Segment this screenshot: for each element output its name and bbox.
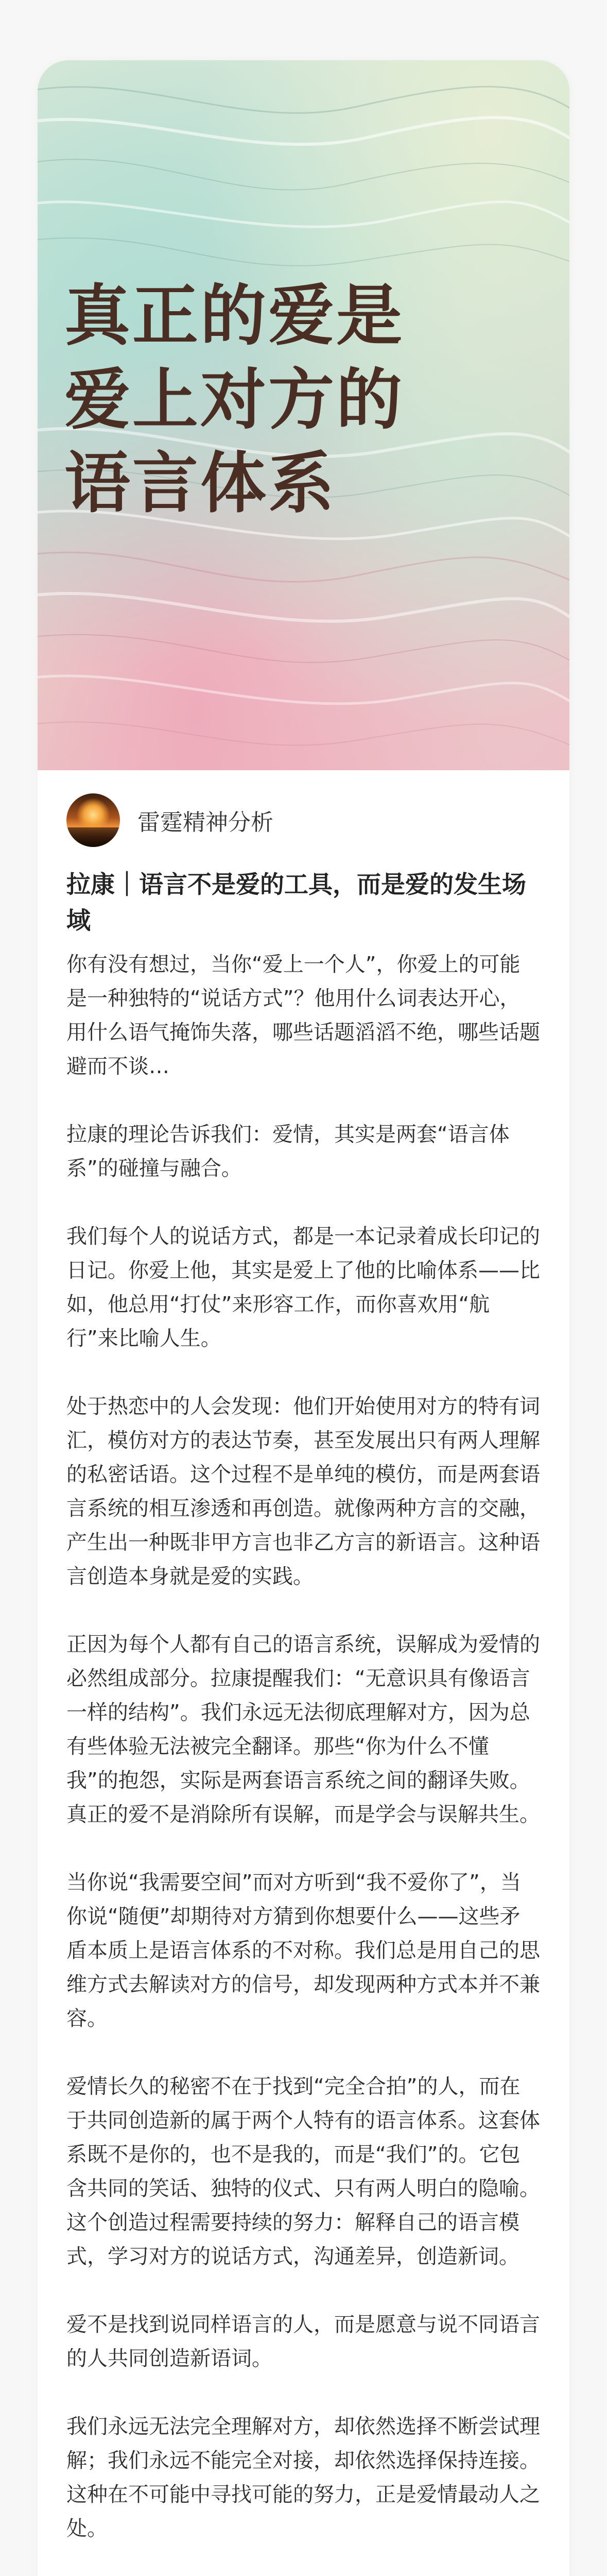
note-body xyxy=(66,947,540,2576)
note-title: 拉康｜语言不是爱的工具，而是爱的发生场域 xyxy=(66,871,526,935)
note-paragraph-6: 当你说“我需要空间”而对方听到“我不爱你了”，当你说“随便”却期待对方猜到你想要什么——这些矛盾本质上是语言体系的不对称。我们总是用自己的思维方式去解读对方的信号，却发现两种方式本并不兼容。 xyxy=(66,1871,540,2030)
cover-title-line-2: 爱上对方的 xyxy=(64,361,405,438)
note-paragraph-3: 我们每个人的说话方式，都是一本记录着成长印记的日记。你爱上他，其实是爱上了他的比喻体系——比如，他总用“打仗”来形容工作，而你喜欢用“航行”来比喻人生。 xyxy=(66,1225,540,1350)
avatar[interactable] xyxy=(66,793,120,847)
cover-title xyxy=(64,274,404,526)
note-paragraph-1: 你有没有想过，当你“爱上一个人”，你爱上的可能是一种独特的“说话方式”？他用什么词表达开心，用什么语气掩饰失落，哪些话题滔滔不绝，哪些话题避而不谈… xyxy=(66,953,540,1078)
cover-title-line-1: 真正的爱是 xyxy=(64,277,405,354)
cover-image[interactable] xyxy=(38,60,569,770)
note-card xyxy=(38,60,569,2576)
author-name[interactable]: 雷霆精神分析 xyxy=(137,809,273,836)
author-row[interactable] xyxy=(66,792,273,849)
note-paragraph-5: 正因为每个人都有自己的语言系统，误解成为爱情的必然组成部分。拉康提醒我们：“无意识具有像语言一样的结构”。我们永远无法彻底理解对方，因为总有些体验无法被完全翻译。那些“你为什么不懂我”的抱怨，实际是两套语言系统之间的翻译失败。真正的爱不是消除所有误解，而是学会与误解共生。 xyxy=(66,1633,540,1826)
note-paragraph-8: 爱不是找到说同样语言的人，而是愿意与说不同语言的人共同创造新语词。 xyxy=(66,2313,540,2370)
note-paragraph-9: 我们永远无法完全理解对方，却依然选择不断尝试理解；我们永远不能完全对接，却依然选择保持连接。这种在不可能中寻找可能的努力，正是爱情最动人之处。 xyxy=(66,2415,540,2540)
note-paragraph-2: 拉康的理论告诉我们：爱情，其实是两套“语言体系”的碰撞与融合。 xyxy=(66,1123,510,1180)
cover-title-line-3: 语言体系 xyxy=(64,445,337,522)
note-paragraph-4: 处于热恋中的人会发现：他们开始使用对方的特有词汇，模仿对方的表达节奏，甚至发展出只有两人理解的私密话语。这个过程不是单纯的模仿，而是两套语言系统的相互渗透和再创造。就像两种方言的交融，产生出一种既非甲方言也非乙方言的新语言。这种语言创造本身就是爱的实践。 xyxy=(66,1395,540,1588)
note-paragraph-7: 爱情长久的秘密不在于找到“完全合拍”的人，而在于共同创造新的属于两个人特有的语言体系。这套体系既不是你的，也不是我的，而是“我们”的。它包含共同的笑话、独特的仪式、只有两人明白的隐喻。这个创造过程需要持续的努力：解释自己的语言模式，学习对方的说话方式，沟通差异，创造新词。 xyxy=(66,2075,540,2268)
